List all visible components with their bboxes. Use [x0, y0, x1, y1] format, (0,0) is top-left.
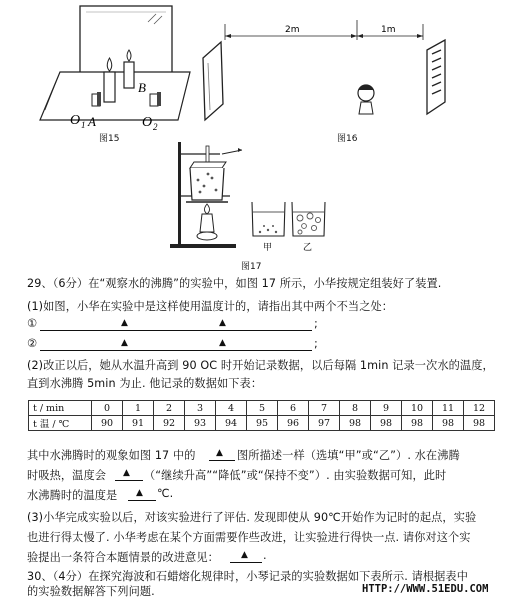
table-cell: 0 — [92, 401, 123, 416]
table-cell: 9 — [371, 401, 402, 416]
person — [358, 85, 374, 114]
table-cell: 92 — [154, 416, 185, 431]
label-yi: 乙 — [303, 243, 313, 253]
q30-line2: 的实验数据解答下列问题. — [27, 585, 155, 598]
row-header-temp: t 温 / ℃ — [29, 416, 92, 431]
blank-marker: ▲ — [241, 550, 248, 560]
dist-2m: 2m — [285, 25, 300, 35]
answer-blank-improvement[interactable] — [230, 562, 262, 563]
label-o1: O — [70, 113, 81, 128]
table-cell: 1 — [123, 401, 154, 416]
blank-marker: ▲ — [121, 318, 128, 328]
blank-marker: ▲ — [123, 468, 130, 478]
figure-15 — [30, 0, 205, 140]
table-cell: 7 — [309, 401, 340, 416]
table-cell: 8 — [340, 401, 371, 416]
table-cell: 6 — [278, 401, 309, 416]
table-cell: 93 — [185, 416, 216, 431]
end-period: . — [263, 549, 267, 562]
figure-16-caption: 图16 — [337, 134, 358, 144]
candle-b — [124, 62, 134, 88]
figure-16 — [195, 18, 485, 133]
label-o2-sub: 2 — [153, 122, 158, 132]
blank-marker: ▲ — [219, 338, 226, 348]
table-cell: 3 — [185, 401, 216, 416]
q29-part2-b: 直到水沸腾 5min 为止. 他记录的数据如下表： — [27, 377, 263, 390]
table-cell: 2 — [154, 401, 185, 416]
footer-url[interactable]: HTTP://WWW.51EDU.COM — [362, 583, 489, 595]
row-header-time: t / min — [29, 401, 92, 416]
q29-intro: 29、（6分）在“观察水的沸腾”的实验中，如图 17 所示，小华按规定组装好了装置. — [27, 277, 442, 290]
table-cell: 96 — [278, 416, 309, 431]
q29-part2-a: (2)改正以后，她从水温升高到 90 OC 时开始记录数据，以后每隔 1min 记录一次水的温度， — [27, 359, 494, 372]
label-o1-sub: 1 — [81, 120, 86, 130]
table-cell: 4 — [216, 401, 247, 416]
table-cell: 98 — [371, 416, 402, 431]
blank-marker: ▲ — [121, 338, 128, 348]
table-row-temps — [29, 416, 495, 431]
mirror — [203, 42, 223, 120]
candle-a — [104, 72, 115, 102]
table-cell: 94 — [216, 416, 247, 431]
blank-marker: ▲ — [136, 488, 143, 498]
q29-para4-a: 时吸热，温度会 — [27, 469, 107, 482]
label-jia: 甲 — [263, 243, 273, 253]
data-table — [28, 400, 495, 431]
answer-blank-temp-change[interactable] — [115, 480, 143, 481]
q29-part3-c: 验提出一条符合本题情景的改进意见： — [27, 551, 219, 564]
table-cell: 10 — [402, 401, 433, 416]
answer-line-2[interactable] — [40, 350, 312, 351]
line-end: ; — [314, 337, 318, 350]
item2-marker: ② — [27, 337, 38, 350]
table-cell: 98 — [402, 416, 433, 431]
table-cell: 98 — [433, 416, 464, 431]
table-cell: 11 — [433, 401, 464, 416]
table-cell: 90 — [92, 416, 123, 431]
label-o2: O — [142, 115, 153, 130]
q29-para4-b: （“继续升高”“降低”或“保持不变”）. 由实验数据可知，此时 — [144, 469, 447, 482]
table-cell: 98 — [340, 416, 371, 431]
q29-part3-a: (3)小华完成实验以后，对该实验进行了评估. 发现即使从 90℃开始作为记时的起点，实验 — [27, 511, 477, 524]
table-row-minutes — [29, 401, 495, 416]
eye-chart — [427, 40, 445, 114]
answer-blank-boiling-point[interactable] — [128, 500, 156, 501]
figure-15-caption: 图15 — [99, 134, 120, 144]
blank-marker: ▲ — [216, 448, 223, 458]
item1-marker: ① — [27, 317, 38, 330]
q29-para5-a: 水沸腾时的温度是 — [27, 489, 118, 502]
table-cell: 91 — [123, 416, 154, 431]
q29-part3-b: 也进行得太慢了. 小华考虑在某个方面需要作些改进，让实验进行得快一点. 请你对这个实 — [27, 531, 471, 544]
label-b: B — [138, 80, 146, 95]
q29-para5-b: ℃. — [157, 487, 174, 500]
answer-blank-figure[interactable] — [209, 460, 235, 461]
figure-17-caption: 图17 — [241, 262, 262, 272]
line-end: ; — [314, 317, 318, 330]
table-cell: 95 — [247, 416, 278, 431]
table-cell: 98 — [464, 416, 495, 431]
table-cell: 97 — [309, 416, 340, 431]
table-cell: 12 — [464, 401, 495, 416]
figure-17 — [160, 140, 350, 258]
label-a: A — [88, 114, 96, 129]
answer-line-1[interactable] — [40, 330, 312, 331]
q29-para3-b: 图所描述一样（选填“甲”或“乙”）. 水在沸腾 — [237, 449, 460, 462]
q30-line1: 30、（4分）在探究海波和石蜡熔化规律时，小琴记录的实验数据如下表所示. 请根据表中 — [27, 570, 469, 583]
dist-1m: 1m — [381, 25, 396, 35]
beaker — [190, 168, 224, 200]
table-cell: 5 — [247, 401, 278, 416]
q29-para3-a: 其中水沸腾时的观象如图 17 中的 — [27, 449, 196, 462]
blank-marker: ▲ — [219, 318, 226, 328]
q29-part1: (1)如图，小华在实验中是这样使用温度计的，请指出其中两个不当之处： — [27, 300, 394, 313]
